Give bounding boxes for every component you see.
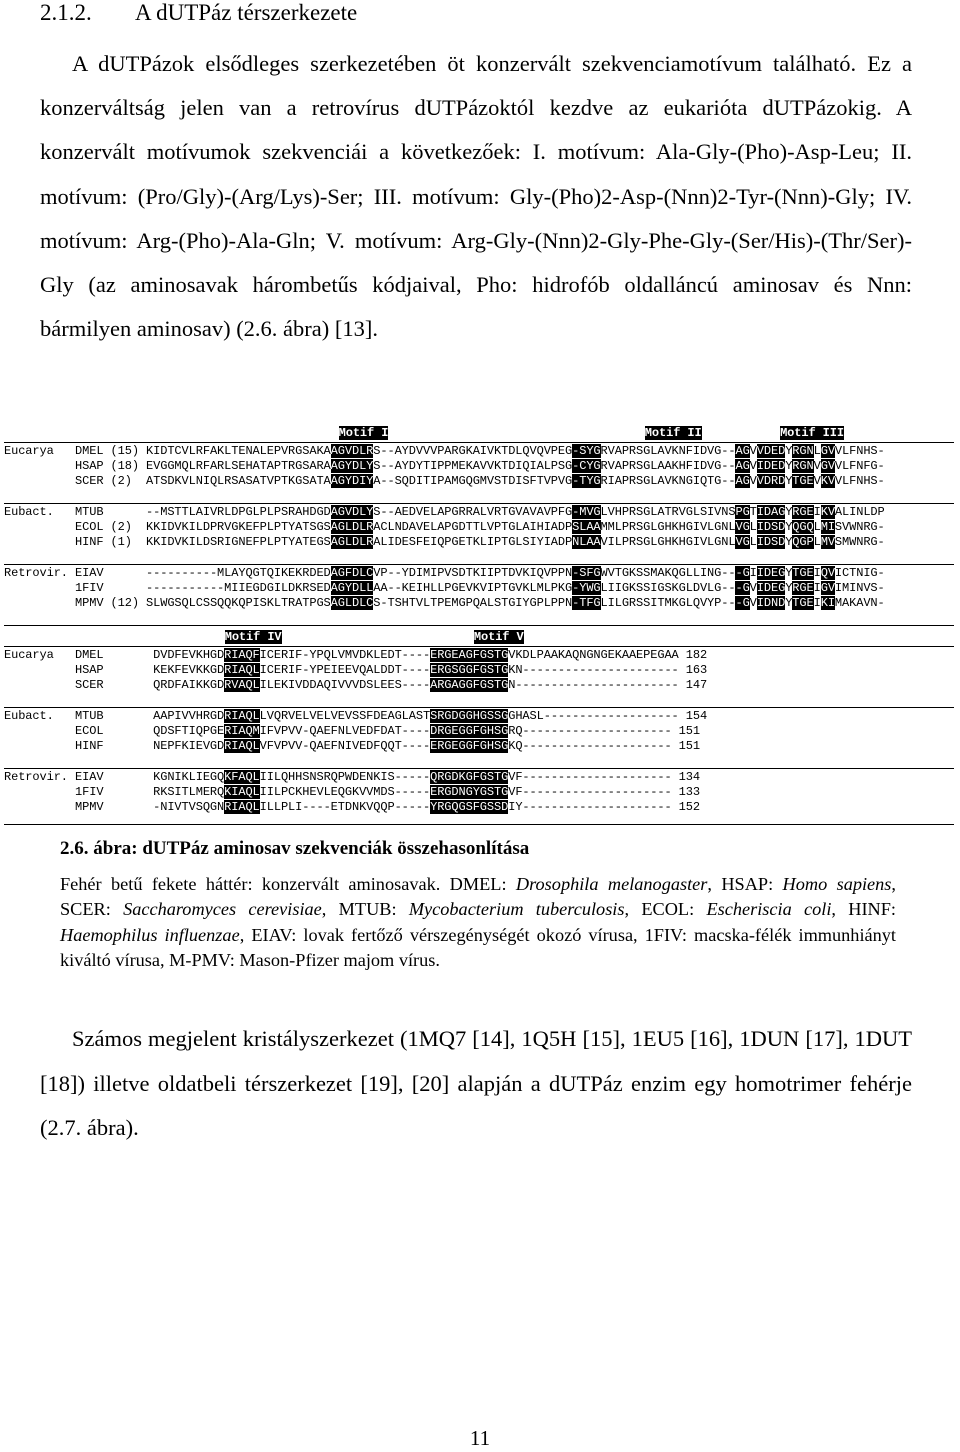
conserved-residues: YRGQ (430, 800, 459, 814)
conserved-residues: IDEG (756, 581, 786, 595)
conserved-residues: KI (820, 596, 835, 610)
row-label: Retrovir. EIAV (4, 566, 147, 580)
section-title: A dUTPáz térszerkezete (135, 0, 358, 25)
conserved-residues: MV (820, 535, 835, 549)
conserved-residues: GGFGSTG (458, 678, 509, 692)
conserved-residues: DRGE (430, 724, 459, 738)
conserved-residues: RGN (792, 444, 814, 458)
alignment-row: HSAP KEKFEVKKGDRIAQLICERIF-YPEIEEVQALDDT----ERGSGGFGSTGKN---------------------- 163 (4, 663, 708, 677)
conserved-residues: VDRD (756, 474, 786, 488)
conserved-residues: AGYDIY (330, 474, 374, 488)
alignment-row: Eubact. MTUB --MSTTLAIVRLDPGLPLPSRAHDGDAGVDLYS--AEDVELAPGRRALVRTGVAVAVPFG-MVGLVHPRSGLATRVGLSIVNSPGTIDAGYRGEIKVALINLDP (4, 505, 885, 519)
conserved-residues: AGLDLR (330, 520, 374, 534)
row-label: MPMV (4, 800, 154, 814)
alignment-divider (4, 564, 954, 565)
conserved-residues: IDAG (756, 505, 786, 519)
conserved-residues: -SYG (572, 444, 601, 458)
conserved-residues: GGFGHSG (458, 724, 509, 738)
conserved-residues: RVAQL (224, 678, 260, 692)
conserved-residues: -CYG (572, 459, 601, 473)
conserved-residues: KIAQL (224, 785, 260, 799)
row-label: SCER (2) (4, 474, 147, 488)
conserved-residues: ERGD (430, 785, 459, 799)
conserved-residues: SLAA (572, 520, 601, 534)
conserved-residues: AGLDLR (330, 535, 374, 549)
row-label: ECOL (2) (4, 520, 147, 534)
alignment-row: SCER (2) ATSDKVLNIQLRSASATVPTKGSATAAGYDIYA--SQDITIPAMGQGMVSTDISFTVPVG-TYGRIAPRSGLAVKNGIQTG--AGVVDRDYTGEVKVVLFNHS- (4, 474, 885, 488)
motif-label: Motif III (780, 426, 844, 440)
conserved-residues: RIAQL (224, 663, 260, 677)
conserved-residues: RIAQF (224, 648, 260, 662)
conserved-residues: -TFG (572, 596, 601, 610)
figure-caption-body (60, 872, 896, 974)
conserved-residues: -G (735, 566, 750, 580)
page-number: 11 (469, 1426, 491, 1450)
row-label: Eubact. MTUB (4, 709, 154, 723)
alignment-divider (4, 503, 954, 504)
row-label: Eucarya DMEL (15) (4, 444, 147, 458)
conserved-residues: AGLDLC (330, 596, 374, 610)
conserved-residues: GV (820, 444, 835, 458)
row-label: SCER (4, 678, 154, 692)
alignment-row: MPMV -NIVTVSQGNRIAQLILLPLI----ETDNKVQQP-----YRGQGSFGSSDIY--------------------- 152 (4, 800, 700, 814)
motif-label: Motif I (338, 426, 389, 440)
conserved-residues: KV (820, 474, 835, 488)
conserved-residues: VG (735, 520, 750, 534)
conserved-residues: IDSD (756, 535, 786, 549)
conserved-residues: IDND (756, 596, 786, 610)
conserved-residues: RGN (792, 459, 814, 473)
legend-code: HSAP: (721, 874, 783, 894)
row-label: ECOL (4, 724, 154, 738)
legend-code: HINF: (848, 899, 897, 920)
row-label: MPMV (12) (4, 596, 147, 610)
conserved-residues: RIAQL (224, 739, 260, 753)
conserved-residues: -MVG (572, 505, 601, 519)
row-label: 1FIV (4, 581, 147, 595)
species-legend: DMEL: Drosophila melanogaster, HSAP: Homo sapiens, SCER: Saccharomyces cerevisiae, MTUB: Mycobacterium tuberculosis, ECOL: Escheriscia coli, HINF: Haemophilus influenzae, (60, 874, 897, 945)
alignment-row: Retrovir. EIAV ----------MLAYQGTQIKEKRDEDAGFDLCVP--YDIMIPVSDTKIIPTDVKIQVPPN-SFGWVTGKSSMAKQGLLING---GIIDEGYTGEIQVICTNIG- (4, 566, 885, 580)
body-paragraph-2: Számos megjelent kristályszerkezet (1MQ7 [14], 1Q5H [15], 1EU5 [16], 1DUN [17], 1DUT [18]) illetve oldatbeli térszerkezet [19], [20] alapján a dUTPáz enzim egy homotrimer fehérje (2.7. ábra). (40, 1026, 912, 1140)
conserved-residues: AG (735, 459, 750, 473)
conserved-residues: KFAQL (224, 770, 260, 784)
alignment-row: SCER QRDFAIKKGDRVAQLILEKIVDDAQIVVVDSLEES----ARGAGGFGSTGN----------------------- 147 (4, 678, 708, 692)
conserved-residues: QV (820, 566, 835, 580)
alignment-row: HINF NEPFKIEVGDRIAQLVFVPVV-QAEFNIVEDFQQT----ERGEGGFGHSGKQ--------------------- 151 (4, 739, 700, 753)
alignment-row: HINF (1) KKIDVKILDSRIGNEFPLPTYATEGSAGLDLRALIDESFEIQPGETKLIPTGLSIYIADPNLAAVILPRSGLGHKHGIVLGNLVGLIDSDYQGPLMVSMWNRG- (4, 535, 885, 549)
alignment-divider (4, 768, 954, 769)
alignment-divider (4, 646, 954, 647)
conserved-residues: IDEG (756, 566, 786, 580)
section-number: 2.1.2. (40, 0, 92, 25)
conserved-residues: AG (735, 444, 750, 458)
alignment-row: Eubact. MTUB AAPIVVHRGDRIAQLLVQRVELVELVEVSSFDEAGLASTSRGDGGHGSSGGHASL------------------- 154 (4, 709, 708, 723)
conserved-residues: VG (735, 535, 750, 549)
conserved-residues: NGYGSTG (458, 785, 509, 799)
conserved-residues: AGYDLY (330, 459, 374, 473)
conserved-residues: TGE (792, 474, 814, 488)
row-label: 1FIV (4, 785, 154, 799)
conserved-residues: AGVDLR (330, 444, 374, 458)
conserved-residues: SRGD (430, 709, 459, 723)
caption-tail: EIAV: lovak fertőző vérszegénységét okozó vírusa, 1FIV: macska-félék immunhiányt kiváltó vírusa, M-PMV: Mason-Pfizer majom vírus. (60, 924, 897, 971)
legend-species: Escheriscia coli (706, 899, 832, 920)
row-label: Retrovir. EIAV (4, 770, 154, 784)
alignment-row: 1FIV -----------MIIEGDGILDKRSEDAGYDLLAA--KEIHLLPGEVKVIPTGVKLMLPKG-YWGLIIGKSSIGSKGLDVLG---GVIDEGYRGEIGVIMINVS- (4, 581, 885, 595)
row-label: Eubact. MTUB (4, 505, 147, 519)
conserved-residues: QGP (792, 535, 814, 549)
conserved-residues: QGQ (792, 520, 814, 534)
alignment-row: ECOL QDSFTIQPGERIAQMIFVPVV-QAEFNLVEDFDAT----DRGEGGFGHSGRQ--------------------- 151 (4, 724, 700, 738)
conserved-residues: -G (735, 581, 750, 595)
alignment-row: HSAP (18) EVGGMQLRFARLSEHATAPTRGSARAAGYDLYS--AYDYTIPPMEKAVVKTDIQIALPSG-CYGRVAPRSGLAAKHFIDVG--AGVIDEDYRGNVGVVLFNFG- (4, 459, 885, 473)
conserved-residues: TGE (792, 596, 814, 610)
legend-code: MTUB: (338, 899, 409, 920)
conserved-residues: GV (820, 459, 835, 473)
legend-code: ECOL: (641, 899, 707, 920)
conserved-residues: RGE (792, 581, 814, 595)
alignment-divider (4, 625, 954, 626)
conserved-residues: IDED (756, 459, 786, 473)
alignment-row: 1FIV RKSITLMERQKIAQLIILPCKHEVLEQGKVVMDS-----ERGDNGYGSTGVF--------------------- 133 (4, 785, 700, 799)
conserved-residues: GV (820, 581, 835, 595)
alignment-row: MPMV (12) SLWGSQLCSSQQKQPISKLTRATPGSAGLDLCS-TSHTVLTPEMGPQALSTGIYGPLPPN-TFGLILGRSSITMKGLQVYP---GVIDNDYTGEIKIMAKAVN- (4, 596, 885, 610)
legend-code: SCER: (60, 899, 124, 920)
alignment-divider (4, 824, 954, 825)
conserved-residues: AGVDLY (330, 505, 374, 519)
conserved-residues: AG (735, 474, 750, 488)
row-label: HINF (4, 739, 154, 753)
row-label: Eucarya DMEL (4, 648, 154, 662)
legend-code: DMEL: (449, 874, 516, 894)
conserved-residues: ERGS (430, 663, 459, 677)
alignment-row: Retrovir. EIAV KGNIKLIEGQKFAQLIILQHHSNSRQPWDENKIS-----QRGDKGFGSTGVF--------------------- 134 (4, 770, 700, 784)
sequence-alignment-figure (4, 418, 954, 826)
conserved-residues: -SFG (572, 566, 601, 580)
alignment-row: Eucarya DMEL DVDFEVKHGDRIAQFICERIF-YPQLVMVDKLEDT----ERGEAGFGSTGVKDLPAAKAQNGNGEKAAEPEGAA 182 (4, 648, 708, 662)
conserved-residues: RGE (792, 505, 814, 519)
conserved-residues: VDED (756, 444, 786, 458)
conserved-residues: ERGE (430, 739, 459, 753)
row-label: HSAP (4, 663, 154, 677)
row-label: HSAP (18) (4, 459, 147, 473)
conserved-residues: RIAQL (224, 709, 260, 723)
legend-species: Drosophila melanogaster (515, 874, 708, 894)
alignment-row: Eucarya DMEL (15) KIDTCVLRFAKLTENALEPVRGSAKAAGVDLRS--AYDVVVPARGKAIVKTDLQVQVPEG-SYGRVAPRSGLAVKNFIDVG--AGVVDEDYRGNLGVVLFNHS- (4, 444, 885, 458)
conserved-residues: GGFGSTG (458, 663, 509, 677)
conserved-residues: PG (735, 505, 750, 519)
caption-intro: Fehér betű fekete háttér: konzervált aminosavak. (60, 874, 441, 894)
conserved-residues: KV (820, 505, 835, 519)
legend-species: Homo sapiens (782, 874, 892, 894)
row-label: HINF (1) (4, 535, 147, 549)
alignment-divider (4, 707, 954, 708)
conserved-residues: ERGE (430, 648, 459, 662)
conserved-residues: NLAA (572, 535, 601, 549)
conserved-residues: KGFGSTG (458, 770, 509, 784)
conserved-residues: GGHGSSG (458, 709, 509, 723)
body-paragraph-1: A dUTPázok elsődleges szerkezetében öt konzervált szekvenciamotívum található. Ez a konzerváltság jelen van a retrovírus dUTPázoktól kezdve az eukarióta dUTPázokig. A konzervált motívumok szekvenciái a következőek: I. motívum: Ala-Gly-(Pho)-Asp-Leu; II. motívum: (Pro/Gly)-(Arg/Lys)-Ser; III. motívum: Gly-(Pho)2-Asp-(Nnn)2-Tyr-(Nnn)-Gly; IV. motívum: Arg-(Pho)-Ala-Gln; V. motívum: Arg-Gly-(Nnn)2-Gly-Phe-Gly-(Ser/His)-(Thr/Ser)-Gly (az aminosavak hárombetűs kódjaival, Pho: hidrofób oldalláncú aminosav és Nnn: bármilyen aminosav) (2.6. ábra) [13]. (40, 51, 912, 342)
legend-species: Mycobacterium tuberculosis (408, 899, 625, 920)
conserved-residues: MI (820, 520, 835, 534)
alignment-row: ECOL (2) KKIDVKILDPRVGKEFPLPTYATSGSAGLDLRACLNDAVELAPGDTTLVPTGLAIHIADPSLAAMMLPRSGLGHKHGIVLGNLVGLIDSDYQGQLMISVWNRG- (4, 520, 885, 534)
legend-species: Saccharomyces cerevisiae (123, 899, 322, 920)
conserved-residues: TGE (792, 566, 814, 580)
conserved-residues: AGFDLC (330, 566, 374, 580)
figure-caption-title: 2.6. ábra: dUTPáz aminosav szekvenciák összehasonlítása (60, 838, 530, 859)
conserved-residues: -TYG (572, 474, 601, 488)
conserved-residues: AGFGSTG (458, 648, 509, 662)
motif-label: Motif V (473, 630, 524, 644)
conserved-residues: IDSD (756, 520, 786, 534)
conserved-residues: AGYDLL (330, 581, 374, 595)
conserved-residues: GSFGSSD (458, 800, 509, 814)
conserved-residues: RIAQL (224, 800, 260, 814)
conserved-residues: -G (735, 596, 750, 610)
conserved-residues: QRGD (430, 770, 459, 784)
conserved-residues: ARGA (430, 678, 459, 692)
alignment-divider (4, 442, 954, 443)
conserved-residues: RIAQM (224, 724, 260, 738)
conserved-residues: GGFGHSG (458, 739, 509, 753)
motif-label: Motif II (644, 426, 702, 440)
conserved-residues: -YWG (572, 581, 601, 595)
motif-label: Motif IV (224, 630, 282, 644)
legend-species: Haemophilus influenzae (60, 924, 240, 945)
section-heading (40, 0, 357, 26)
